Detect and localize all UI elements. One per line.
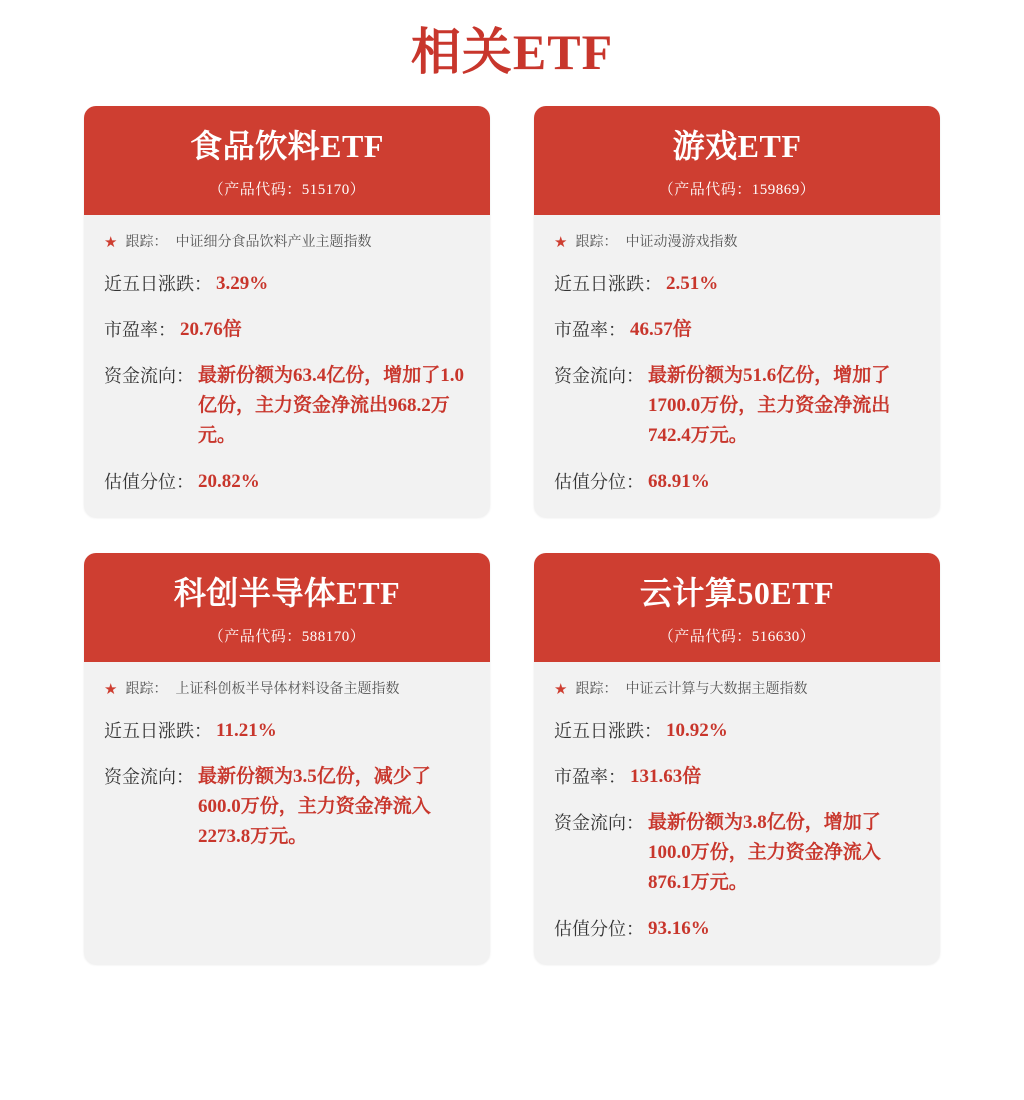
etf-flow-value: 最新份额为3.5亿份，减少了600.0万份，主力资金净流入2273.8万元。 <box>198 766 431 847</box>
star-icon: ★ <box>104 235 118 251</box>
etf-flow-row <box>554 361 920 451</box>
etf-card-body <box>84 215 490 517</box>
etf-valuation-label: 估值分位： <box>104 472 194 492</box>
etf-five-day-value: 11.21% <box>216 720 277 741</box>
etf-card-body <box>84 662 490 872</box>
etf-five-day-label: 近五日涨跌： <box>554 721 662 741</box>
etf-summary-page <box>0 20 1024 1100</box>
etf-valuation-row <box>554 914 920 944</box>
etf-valuation-label: 估值分位： <box>554 919 644 939</box>
etf-flow-label: 资金流向： <box>104 366 194 386</box>
etf-flow-row <box>104 762 470 852</box>
etf-track-row <box>104 680 470 700</box>
etf-track-value: 中证云计算与大数据主题指数 <box>625 682 808 697</box>
etf-pe-row <box>554 315 920 345</box>
etf-track-row <box>104 233 470 253</box>
star-icon: ★ <box>104 682 118 698</box>
etf-valuation-row <box>554 467 920 497</box>
etf-card-grid <box>0 84 1024 964</box>
etf-valuation-value: 20.82% <box>198 471 260 492</box>
etf-track-value: 中证动漫游戏指数 <box>625 235 738 250</box>
etf-valuation-value: 93.16% <box>648 918 710 939</box>
etf-code: （产品代码：515170） <box>208 182 366 198</box>
etf-five-day-row <box>104 269 470 299</box>
etf-flow-label: 资金流向： <box>554 366 644 386</box>
etf-five-day-row <box>104 716 470 746</box>
etf-valuation-label: 估值分位： <box>554 472 644 492</box>
etf-flow-label: 资金流向： <box>104 767 194 787</box>
etf-code: （产品代码：588170） <box>208 629 366 645</box>
etf-card[interactable] <box>84 106 490 517</box>
etf-pe-value: 131.63倍 <box>630 766 702 787</box>
etf-flow-value: 最新份额为3.8亿份，增加了100.0万份，主力资金净流入876.1万元。 <box>648 812 881 893</box>
etf-five-day-row <box>554 269 920 299</box>
etf-card-header <box>84 553 490 662</box>
etf-flow-value: 最新份额为51.6亿份，增加了1700.0万份，主力资金净流出742.4万元。 <box>648 365 891 446</box>
etf-card-header <box>84 106 490 215</box>
etf-card-header <box>534 106 940 215</box>
etf-code: （产品代码：159869） <box>658 182 816 198</box>
etf-track-label: 跟踪： <box>125 235 168 250</box>
etf-card-body <box>534 662 940 964</box>
etf-pe-label: 市盈率： <box>104 320 176 340</box>
etf-card-body <box>534 215 940 517</box>
etf-card[interactable] <box>534 106 940 517</box>
etf-card-header <box>534 553 940 662</box>
etf-five-day-value: 3.29% <box>216 273 269 294</box>
etf-code: （产品代码：516630） <box>658 629 816 645</box>
etf-valuation-value: 68.91% <box>648 471 710 492</box>
etf-track-value: 中证细分食品饮料产业主题指数 <box>175 235 372 250</box>
etf-track-row <box>554 233 920 253</box>
etf-five-day-value: 10.92% <box>666 720 728 741</box>
etf-five-day-label: 近五日涨跌： <box>554 274 662 294</box>
etf-pe-value: 46.57倍 <box>630 319 692 340</box>
etf-name: 科创半导体ETF <box>173 575 401 611</box>
etf-track-label: 跟踪： <box>575 235 618 250</box>
star-icon: ★ <box>554 682 568 698</box>
etf-flow-value: 最新份额为63.4亿份，增加了1.0亿份，主力资金净流出968.2万元。 <box>198 365 465 446</box>
etf-name: 食品饮料ETF <box>190 128 384 164</box>
etf-five-day-label: 近五日涨跌： <box>104 721 212 741</box>
etf-flow-row <box>554 808 920 898</box>
etf-card[interactable] <box>534 553 940 964</box>
etf-five-day-label: 近五日涨跌： <box>104 274 212 294</box>
etf-pe-label: 市盈率： <box>554 767 626 787</box>
etf-flow-label: 资金流向： <box>554 813 644 833</box>
etf-name: 游戏ETF <box>672 128 802 164</box>
etf-pe-row <box>554 762 920 792</box>
etf-track-label: 跟踪： <box>125 682 168 697</box>
etf-pe-value: 20.76倍 <box>180 319 242 340</box>
etf-card[interactable] <box>84 553 490 964</box>
etf-five-day-value: 2.51% <box>666 273 719 294</box>
etf-pe-label: 市盈率： <box>554 320 626 340</box>
etf-pe-row <box>104 315 470 345</box>
page-title: 相关ETF <box>410 24 614 80</box>
etf-valuation-row <box>104 467 470 497</box>
star-icon: ★ <box>554 235 568 251</box>
etf-name: 云计算50ETF <box>639 575 835 611</box>
etf-track-row <box>554 680 920 700</box>
etf-five-day-row <box>554 716 920 746</box>
etf-flow-row <box>104 361 470 451</box>
etf-track-label: 跟踪： <box>575 682 618 697</box>
etf-track-value: 上证科创板半导体材料设备主题指数 <box>175 682 400 697</box>
